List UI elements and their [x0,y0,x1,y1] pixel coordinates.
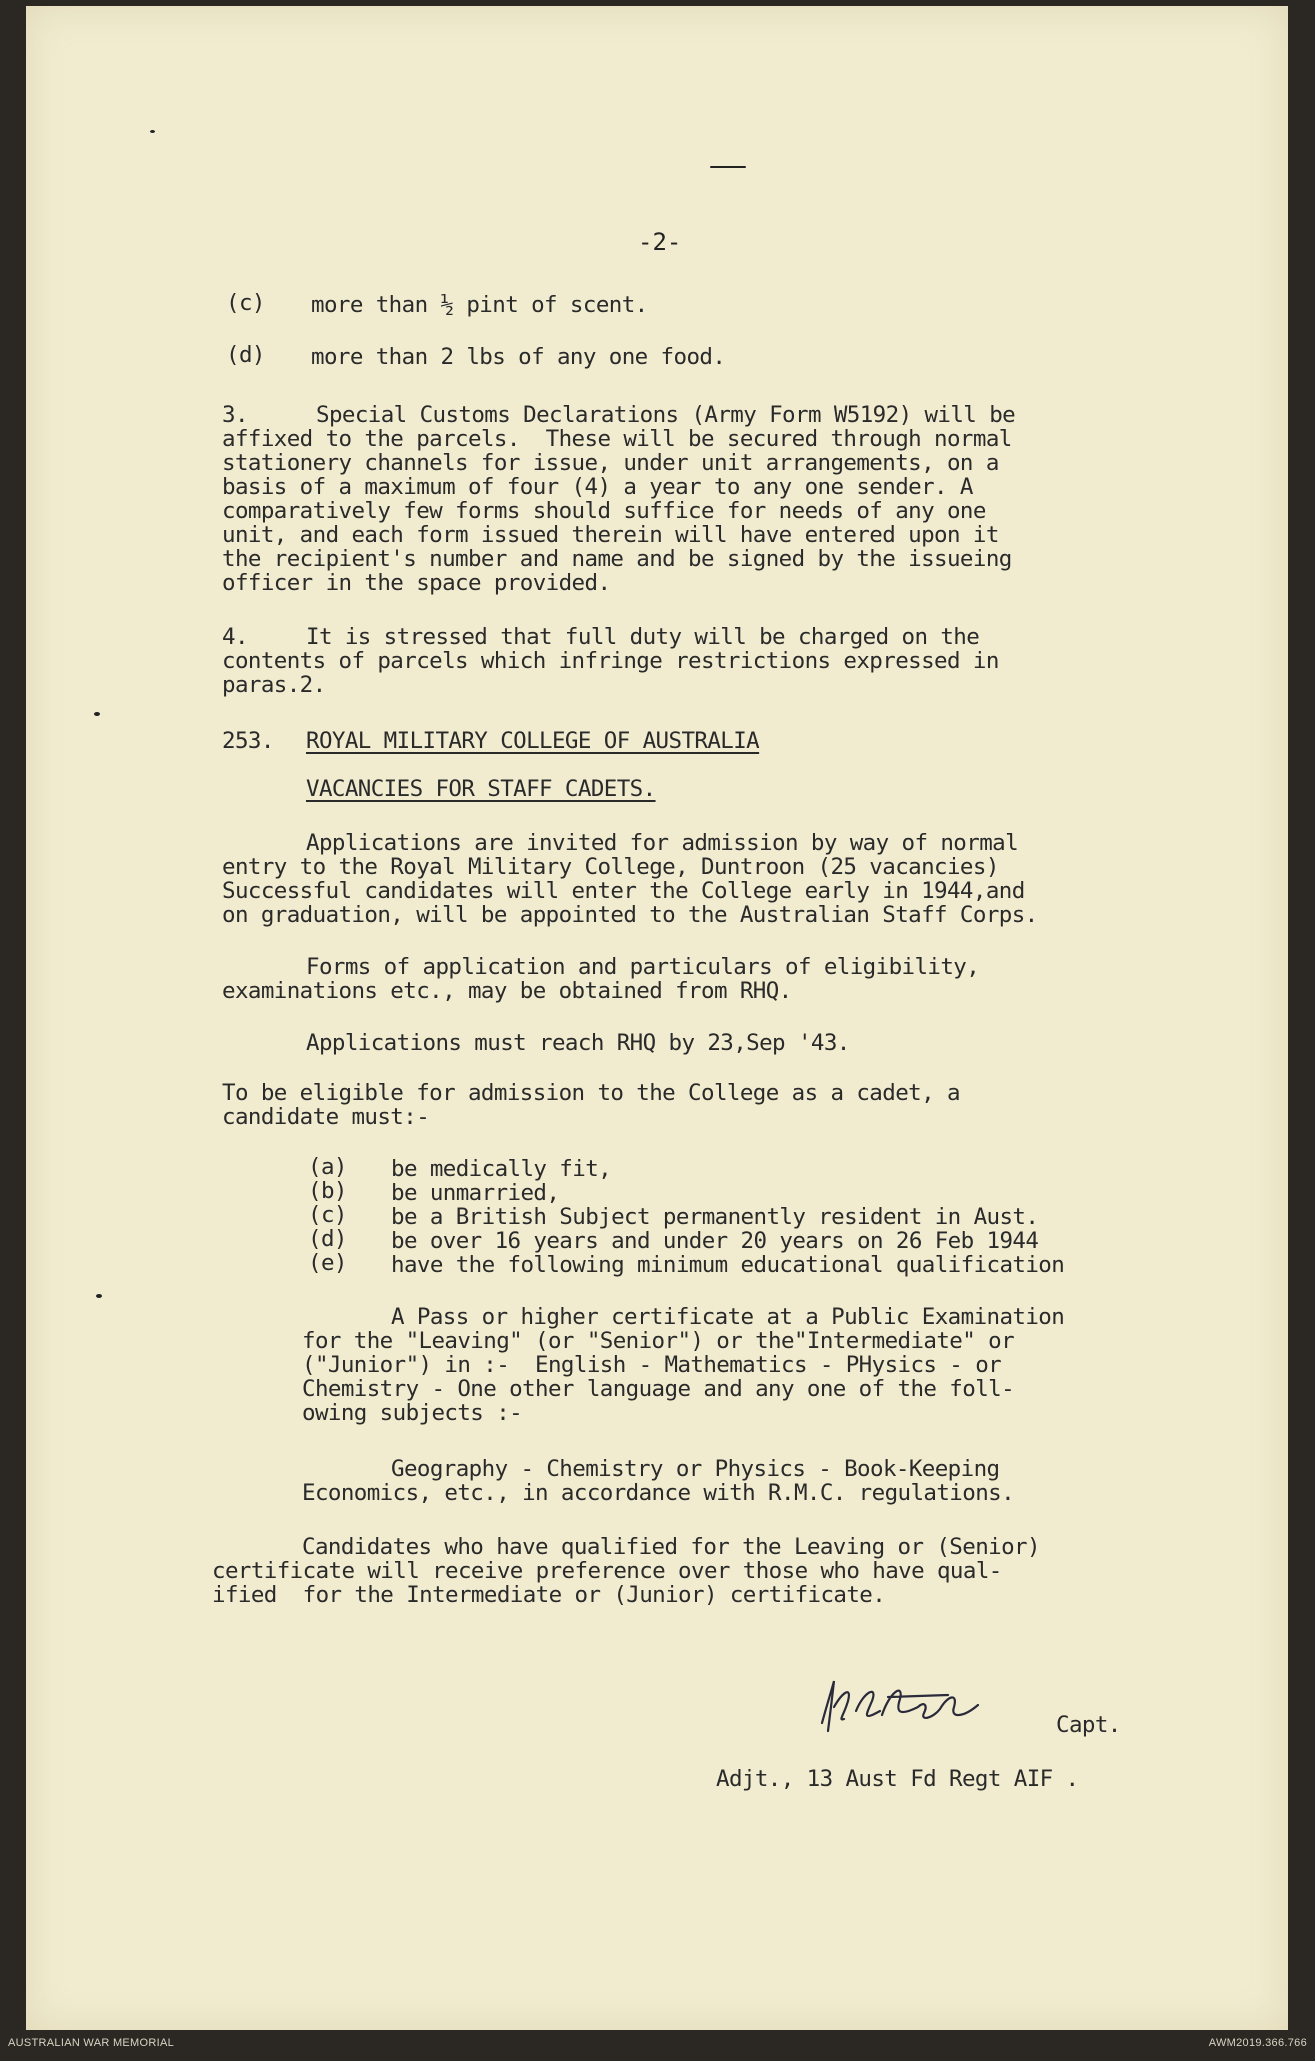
subjects-line: Geography - Chemistry or Physics - Book-Keeping [391,1456,1000,1482]
criteria-label: (a) [308,1154,347,1180]
ink-speck [710,166,746,168]
footer-accession-number: AWM2019.366.766 [1208,2037,1307,2049]
section-subheading: VACANCIES FOR STAFF CADETS. [306,776,656,802]
signature-image [808,1671,1028,1741]
paragraph-line: basis of a maximum of four (4) a year to any one sender. A [222,474,973,500]
qualification-line: for the "Leaving" (or "Senior") or the"Intermediate" or [302,1328,1015,1354]
qualification-line: ("Junior") in :- English - Mathematics - PHysics - or [302,1352,1002,1378]
paragraph-line: Forms of application and particulars of eligibility, [306,954,980,980]
paragraph-line: Candidates who have qualified for the Leaving or (Senior) [302,1534,1040,1560]
signatory-rank: Capt. [1056,1712,1121,1738]
paragraph-line: contents of parcels which infringe restrictions expressed in [222,648,999,674]
paragraph-line: affixed to the parcels. These will be secured through normal [222,426,1012,452]
ink-speck [96,1294,102,1298]
ink-speck [94,712,100,716]
qualification-line: Chemistry - One other language and any one of the foll- [302,1376,1015,1402]
criteria-label: (c) [308,1202,347,1228]
item-label: (d) [226,342,265,368]
criteria-text: be over 16 years and under 20 years on 26 Feb 1944 [391,1228,1039,1254]
paragraph-line: candidate must:- [222,1104,430,1130]
paragraph-line: unit, and each form issued therein will have entered upon it [222,522,999,548]
paragraph-line: stationery channels for issue, under unit arrangements, on a [222,450,999,476]
criteria-text: be a British Subject permanently resident in Aust. [391,1204,1039,1230]
qualification-line: A Pass or higher certificate at a Public Examination [391,1304,1065,1330]
document-page [26,6,1288,2030]
section-heading: ROYAL MILITARY COLLEGE OF AUSTRALIA [306,728,760,754]
paragraph-line: Special Customs Declarations (Army Form W5192) will be [316,402,1016,428]
footer-archive-name: AUSTRALIAN WAR MEMORIAL [8,2037,175,2049]
paragraph-line: paras.2. [222,672,326,698]
item-text: more than 2 lbs of any one food. [311,344,726,370]
paragraph-line: entry to the Royal Military College, Duntroon (25 vacancies) [222,854,999,880]
paragraph-number: 3. [222,402,248,428]
criteria-label: (b) [308,1178,347,1204]
criteria-text: be medically fit, [391,1156,612,1182]
page-number: -2- [638,228,682,256]
criteria-text: have the following minimum educational qualification [391,1252,1065,1278]
ink-speck [150,130,155,133]
criteria-text: be unmarried, [391,1180,560,1206]
paragraph-line: examinations etc., may be obtained from RHQ. [222,978,792,1004]
paragraph-line: Successful candidates will enter the College early in 1944,and [222,878,1025,904]
paragraph-number: 4. [222,624,248,650]
paragraph-line: certificate will receive preference over those who have qual- [212,1558,1002,1584]
section-number: 253. [222,728,274,754]
item-text: more than ½ pint of scent. [311,292,648,318]
paragraph-line: To be eligible for admission to the College as a cadet, a [222,1080,960,1106]
paragraph-line: Applications are invited for admission by way of normal [306,830,1019,856]
paragraph-line: officer in the space provided. [222,570,611,596]
criteria-label: (d) [308,1226,347,1252]
signatory-appointment: Adjt., 13 Aust Fd Regt AIF . [716,1766,1079,1792]
criteria-label: (e) [308,1250,347,1276]
paragraph-line: comparatively few forms should suffice for needs of any one [222,498,986,524]
paragraph-line: the recipient's number and name and be signed by the issueing [222,546,1012,572]
item-label: (c) [226,290,265,316]
deadline-line: Applications must reach RHQ by 23,Sep '43. [306,1030,850,1056]
qualification-line: owing subjects :- [302,1400,523,1426]
subjects-line: Economics, etc., in accordance with R.M.C. regulations. [302,1480,1015,1506]
paragraph-line: on graduation, will be appointed to the Australian Staff Corps. [222,902,1038,928]
paragraph-line: It is stressed that full duty will be charged on the [306,624,980,650]
paragraph-line: ified for the Intermediate or (Junior) certificate. [212,1582,886,1608]
